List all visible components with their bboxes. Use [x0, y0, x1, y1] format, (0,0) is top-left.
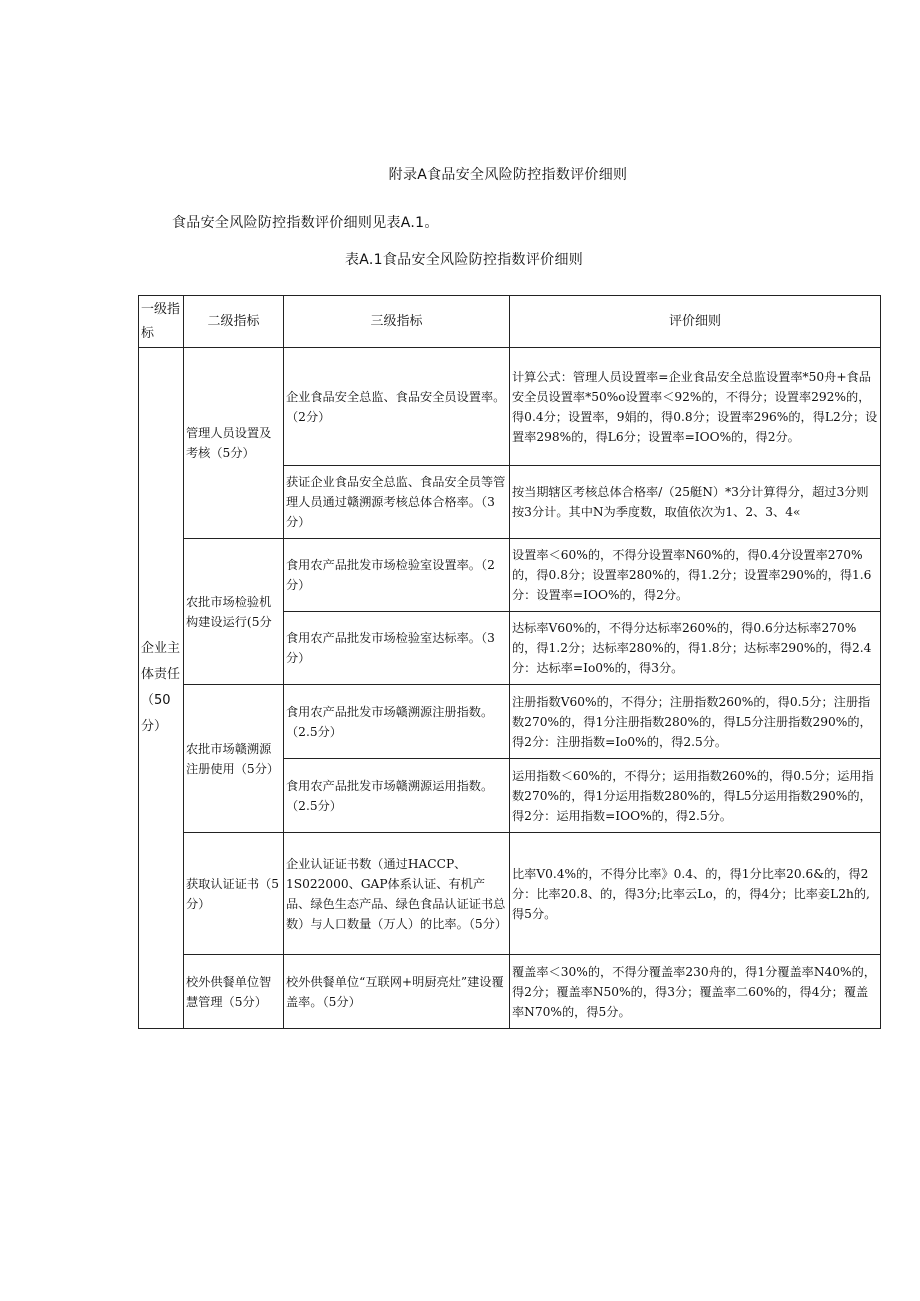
- level3-cell: 食用农产品批发市场赣溯源注册指数。（2.5分）: [284, 685, 510, 759]
- detail-cell: 运用指数＜60%的，不得分；运用指数260%的，得0.5分；运用指数270%的，得1分运用指数280%的，得L5分运用指数290%的，得2分：运用指数=IOO%的，得2.5分。: [510, 759, 881, 833]
- table-row: [139, 833, 881, 955]
- level3-cell: 获证企业食品安全总监、食品安全员等管理人员通过赣溯源考核总体合格率。（3分）: [284, 466, 510, 539]
- detail-cell: 覆盖率＜30%的，不得分覆盖率230舟的，得1分覆盖率N40%的，得2分；覆盖率N50%的，得3分；覆盖率二60%的，得4分；覆盖率N70%的，得5分。: [510, 955, 881, 1029]
- table-header-row: [139, 296, 881, 348]
- level3-cell: 企业认证证书数（通过HACCP、1S022000、GAP体系认证、有机产品、绿色生态产品、绿色食品认证证书总数）与人口数量（万人）的比率。（5分）: [284, 833, 510, 955]
- appendix-title: 附录A食品安全风险防控指数评价细则: [388, 167, 628, 183]
- detail-cell: 设置率＜60%的，不得分设置率N60%的，得0.4分设置率270%的，得0.8分；设置率280%的，得1.2分；设置率290%的，得1.6分：设置率=IOO%的，得2分。: [510, 539, 881, 612]
- level2-cell: 获取认证证书（5分）: [184, 833, 284, 955]
- header-level3: 三级指标: [284, 296, 510, 348]
- level2-cell: 农批市场检验机构建设运行(5分: [184, 539, 284, 685]
- detail-cell: 达标率V60%的，不得分达标率260%的，得0.6分达标率270%的，得1.2分；达标率280%的，得1.8分；达标率290%的，得2.4分：达标率=Io0%的，得3分。: [510, 612, 881, 685]
- detail-cell: 注册指数V60%的，不得分；注册指数260%的，得0.5分；注册指数270%的，得1分注册指数280%的，得L5分注册指数290%的，得2分：注册指数=Io0%的，得2.5分。: [510, 685, 881, 759]
- table-row: [139, 539, 881, 612]
- level1-cell: [139, 348, 184, 1029]
- level3-cell: 食用农产品批发市场检验室设置率。（2分）: [284, 539, 510, 612]
- level2-cell: 管理人员设置及考核（5分）: [184, 348, 284, 539]
- level3-cell: 企业食品安全总监、食品安全员设置率。（2分）: [284, 348, 510, 466]
- level3-cell: 食用农产品批发市场赣溯源运用指数。（2.5分）: [284, 759, 510, 833]
- table-row: [139, 348, 881, 466]
- header-level1: 一级指标: [139, 296, 184, 348]
- table-row: [139, 685, 881, 759]
- table-caption: 表A.1食品安全风险防控指数评价细则: [344, 252, 584, 268]
- intro-text: 食品安全风险防控指数评价细则见表A.1。: [172, 215, 439, 231]
- level3-cell: 食用农产品批发市场检验室达标率。（3分）: [284, 612, 510, 685]
- header-level2: 二级指标: [184, 296, 284, 348]
- detail-cell: 计算公式：管理人员设置率=企业食品安全总监设置率*50舟+食品安全员设置率*50%o设置率＜92%的，不得分；设置率292%的，得0.4分；设置率，9娟的，得0.8分；设置率296%的，得L2分；设置率298%的，得L6分；设置率=IOO%的，得2分。: [510, 348, 881, 466]
- level2-cell: 校外供餐单位智慧管理（5分）: [184, 955, 284, 1029]
- level1-score: （50分）: [141, 693, 171, 734]
- table-row: [139, 955, 881, 1029]
- level3-cell: 校外供餐单位“互联网+明厨亮灶”建设覆盖率。（5分）: [284, 955, 510, 1029]
- evaluation-table: [138, 295, 881, 1029]
- detail-cell: 比率V0.4%的，不得分比率》0.4、的，得1分比率20.6&的，得2分：比率20.8、的，得3分;比率云Lo，的，得4分；比率妾L2h的,得5分。: [510, 833, 881, 955]
- header-detail: 评价细则: [510, 296, 881, 348]
- level1-name: 企业主体责任: [141, 641, 181, 682]
- detail-cell: 按当期辖区考核总体合格率/（25艇N）*3分计算得分，超过3分则按3分计。其中N为季度数，取值依次为1、2、3、4«: [510, 466, 881, 539]
- level2-cell: 农批市场赣溯源注册使用（5分）: [184, 685, 284, 833]
